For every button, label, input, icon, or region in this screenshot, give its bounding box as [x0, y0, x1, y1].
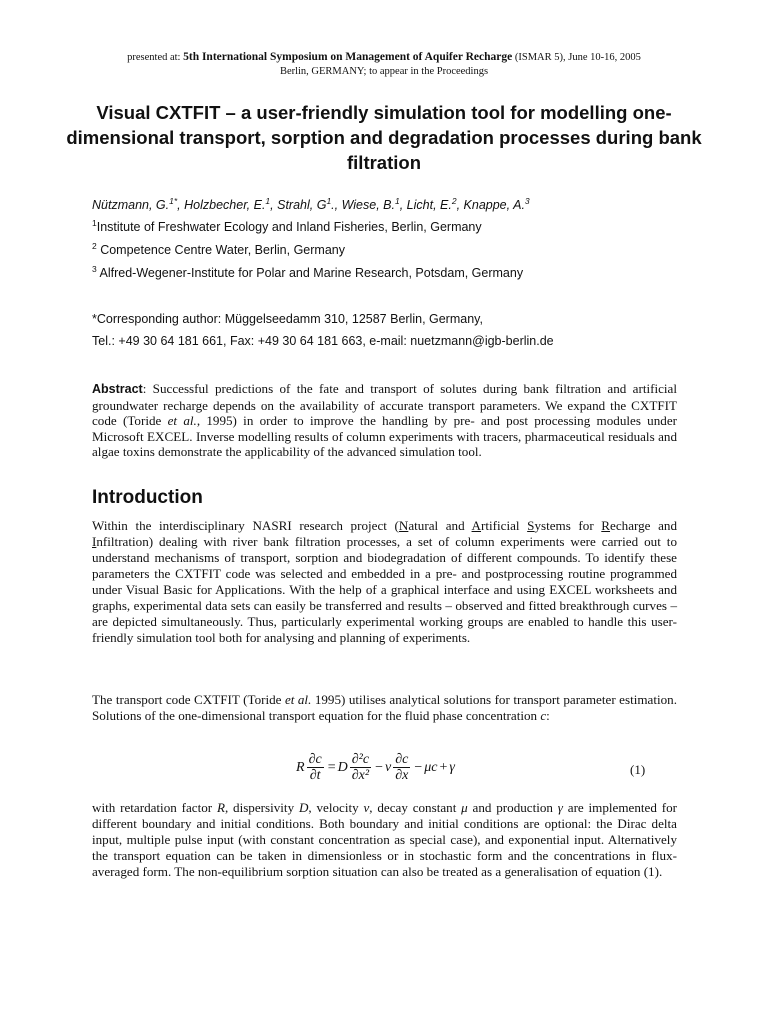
- author-sup: 3: [524, 196, 530, 206]
- text-run: The transport code CXTFIT (Toride: [92, 692, 285, 707]
- variable-mu: μ: [461, 800, 468, 815]
- eq-den: ∂x²: [351, 768, 370, 783]
- eq-num: ∂c: [395, 752, 409, 767]
- eq-frac-d2c: [350, 752, 371, 783]
- text-run: ystems for: [534, 518, 602, 533]
- paper-title: Visual CXTFIT – a user-friendly simulation tool for modelling one-dimensional transport, sorption and degradation processes during bank filtration: [66, 102, 702, 173]
- author-sep: ,: [270, 198, 278, 212]
- text-run: with retardation factor: [92, 800, 217, 815]
- eq-den: ∂t: [309, 768, 321, 783]
- eq-plus: +: [439, 759, 448, 775]
- author: Holzbecher, E.: [184, 198, 266, 212]
- proceedings-note: Berlin, GERMANY; to appear in the Proceedings: [279, 66, 489, 77]
- eq-v: v: [384, 759, 392, 775]
- author-sup: 1: [394, 196, 400, 206]
- affiliation-text: Competence Centre Water, Berlin, Germany: [96, 243, 345, 257]
- eq-minus: −: [375, 759, 383, 775]
- abstract-text: : Successful predictions of the fate and transport of solutes during bank filtration and artificial groundwater recharge depends on the availability of accurate transport parameters. We expand the CXTFIT code (Toride: [92, 381, 677, 429]
- affiliation-text: Institute of Freshwater Ecology and Inland Fisheries, Berlin, Germany: [96, 220, 482, 234]
- text-run: 1995) utilises analytical solutions for transport parameter estimation. Solutions of the one-dimensional transport equation for the fluid phase concentration: [92, 692, 677, 723]
- affiliation-sup: 2: [92, 241, 97, 251]
- author-sep: ,: [399, 198, 407, 212]
- author-sep: .,: [331, 198, 342, 212]
- text-run: are implemented for different boundary and initial conditions. Both boundary and initial conditions are optional: the Dirac delta input, multiple pulse input (with constant concentration as special case), and exponential input. Alternatively the transport equation can be taken in dimensionless or in stochastic form and the concentrations in flux-averaged form. The non-equilibrium sorption situation can also be treated as a generalisation of equation (1).: [92, 800, 677, 879]
- section-heading-introduction: Introduction: [92, 487, 203, 508]
- text-run: :: [546, 708, 550, 723]
- affiliation-text: Alfred-Wegener-Institute for Polar and Marine Research, Potsdam, Germany: [96, 266, 524, 280]
- eq-den: ∂x: [395, 768, 409, 783]
- variable-R: R: [216, 800, 225, 815]
- eq-muc: μc: [424, 759, 438, 775]
- author-sep: ,: [177, 198, 185, 212]
- text-run: and production: [467, 800, 558, 815]
- text-run: , dispersivity: [224, 800, 299, 815]
- abstract-label: Abstract: [92, 382, 143, 396]
- presented-prefix: presented at:: [127, 52, 181, 63]
- intro-paragraph-1: [92, 518, 677, 646]
- author: Wiese, B.: [341, 198, 395, 212]
- eq-D: D: [337, 759, 348, 775]
- affiliation-2: [92, 241, 692, 259]
- text-run: Within the interdisciplinary NASRI research project (: [92, 518, 399, 533]
- variable-v: v: [363, 800, 370, 815]
- author: Nützmann, G.: [92, 198, 170, 212]
- text-run: nfiltration) dealing with river bank filtration processes, a set of column experiments were carried out to understand mechanisms of transport, sorption and biodegradation of different compounds. To identify these parameters the CXTFIT code was selected and embedded in a pre- and postprocessing routine programmed under Visual Basic for Applications. With the help of a graphical interface and using EXCEL worksheets and graphs, experimental data sets can easily be transferred and results – observed and fitted breakthrough curves – are depicted simultaneously. Thus, particularly experimental working groups are enabled to handle this user-friendly simulation tool both for analysing and planning of experiments.: [92, 534, 677, 645]
- equation-number: (1): [630, 762, 646, 777]
- acronym-letter: R: [601, 518, 611, 533]
- eq-gamma: γ: [449, 759, 455, 775]
- affiliation-1: [92, 218, 692, 236]
- author-sup: 2: [451, 196, 457, 206]
- eq-num: ∂c: [308, 752, 322, 767]
- affiliation-3: [92, 264, 692, 282]
- etal: et al.: [284, 692, 312, 707]
- eq-equals: =: [327, 759, 336, 775]
- text-run: , decay constant: [369, 800, 462, 815]
- eq-R: R: [296, 759, 305, 775]
- text-run: , velocity: [308, 800, 364, 815]
- affiliation-sup: 1: [92, 218, 97, 228]
- author: Licht, E.: [406, 198, 452, 212]
- eq-minus: −: [414, 759, 423, 775]
- text-run: echarge and: [610, 518, 678, 533]
- author-sup: 1*: [169, 196, 178, 206]
- text-run: rtificial: [481, 518, 528, 533]
- author-sup: 1: [326, 196, 332, 206]
- text-run: atural and: [408, 518, 472, 533]
- intro-paragraph-2: [92, 692, 677, 724]
- eq-frac-dcdt: [307, 752, 324, 783]
- acronym-letter: N: [398, 518, 409, 533]
- variable-D: D: [298, 800, 309, 815]
- acronym-letter: S: [527, 518, 535, 533]
- symposium-details: (ISMAR 5), June 10-16, 2005: [514, 52, 641, 63]
- intro-paragraph-3: [92, 800, 677, 880]
- transport-equation: [296, 752, 455, 792]
- variable-gamma: γ: [557, 800, 563, 815]
- contact-details: Tel.: +49 30 64 181 661, Fax: +49 30 64 181 663, e-mail: nuetzmann@igb-berlin.de: [92, 334, 554, 348]
- eq-frac-dcdx: [393, 752, 410, 783]
- variable-c: c: [540, 708, 547, 723]
- author-sup: 1: [265, 196, 271, 206]
- eq-num: ∂²c: [351, 752, 370, 767]
- acronym-letter: I: [92, 534, 97, 549]
- corresponding-author: *Corresponding author: Müggelseedamm 310, 12587 Berlin, Germany,: [92, 312, 483, 326]
- symposium-name: 5th International Symposium on Management of Aquifer Recharge: [183, 51, 513, 63]
- conference-header: [0, 50, 768, 79]
- affiliation-sup: 3: [92, 264, 97, 274]
- author-sep: ,: [456, 198, 464, 212]
- abstract: [92, 381, 677, 460]
- acronym-letter: A: [471, 518, 482, 533]
- author: Strahl, G: [277, 198, 327, 212]
- author: Knappe, A.: [463, 198, 525, 212]
- abstract-etal: et al.: [167, 413, 197, 429]
- abstract-text: , 1995) in order to improve the handling by pre- and post processing modules under Microsoft EXCEL. Inverse modelling results of column experiments with tracers, pharmaceutical residuals and algae toxins demonstrate the applicability of the advanced simulation tool.: [92, 413, 677, 460]
- author-list: [92, 196, 692, 214]
